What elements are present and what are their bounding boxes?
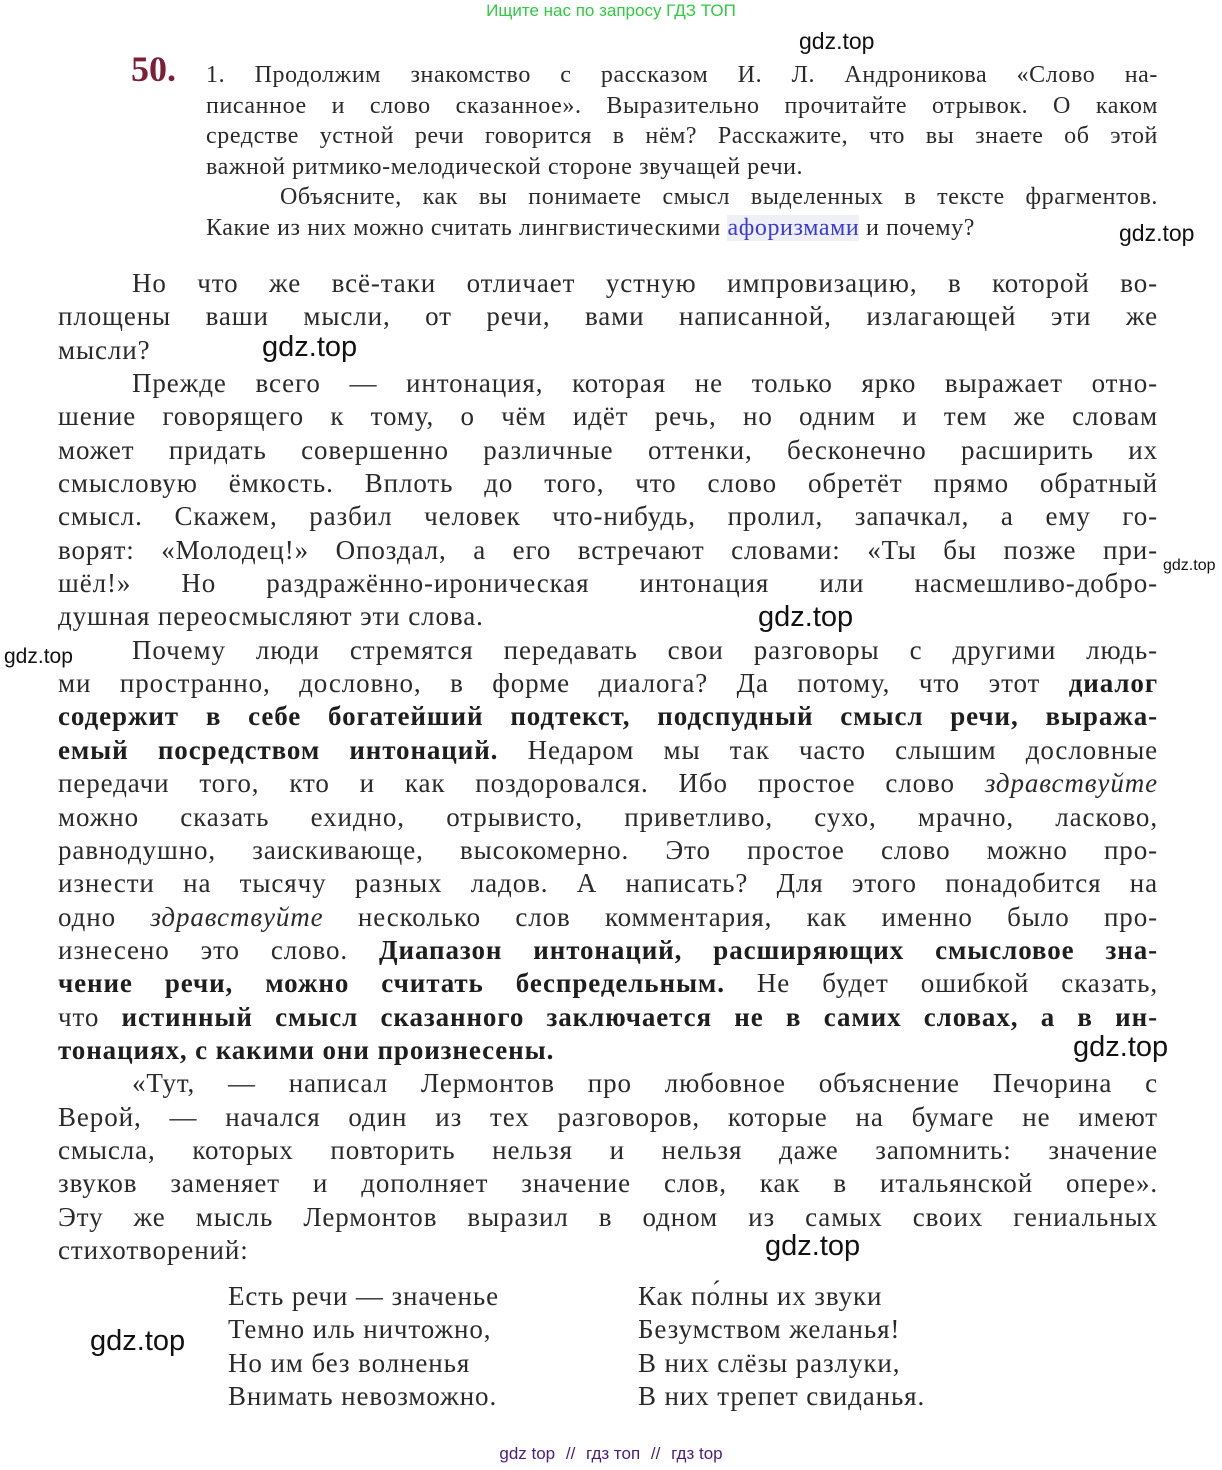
- exercise-text: [58, 267, 1158, 1267]
- text-segment: стихотворений:: [58, 1234, 249, 1265]
- text-line: [58, 334, 1158, 367]
- text-line: [58, 1101, 1158, 1134]
- text-segment: ми пространно, дословно, в форме диалога? Да потому, что этот: [58, 668, 1069, 699]
- text-segment: что: [58, 1001, 122, 1032]
- footer-links: [0, 1444, 1222, 1464]
- text-segment: передачи того, кто и как поздоровался. Ибо простое слово: [58, 768, 985, 799]
- text-line: [206, 182, 1158, 213]
- text-line: [58, 467, 1158, 500]
- text-line: [58, 400, 1158, 433]
- text-line: [58, 1034, 1158, 1067]
- poem-line: Но им без волненья: [228, 1347, 471, 1378]
- text-line: [58, 801, 1158, 834]
- poem-line: В них трепет свиданья.: [638, 1380, 926, 1411]
- text-segment: писанное и слово сказанное». Выразительно прочитайте отрывок. О каком: [206, 92, 1158, 119]
- text-segment: смысловую ёмкость. Вплоть до того, что слово обретёт прямо обратный: [58, 468, 1158, 499]
- poem-line: Темно иль ничтожно,: [228, 1314, 492, 1345]
- text-segment: Недаром мы так часто слышим дословные: [498, 734, 1159, 765]
- text-line: [58, 267, 1158, 300]
- text-line: [58, 767, 1158, 800]
- text-line: [58, 434, 1158, 467]
- text-line: [58, 967, 1158, 1000]
- text-segment: и почему?: [859, 214, 975, 241]
- text-line: [58, 1234, 1158, 1267]
- text-segment: Но что же всё-таки отличает устную импровизацию, в которой во-: [132, 268, 1158, 298]
- text-segment: одно: [58, 901, 151, 932]
- poem-stanza-right: [638, 1280, 1018, 1413]
- text-segment: Эту же мысль Лермонтов выразил в одном из самых своих гениальных: [58, 1201, 1158, 1232]
- text-segment: шение говорящего к тому, о чём идёт речь, но одним и тем же словам: [58, 401, 1158, 432]
- text-line: [206, 152, 1158, 183]
- text-line: [206, 60, 1158, 91]
- footer-separator: //: [650, 1444, 661, 1463]
- text-line: [58, 1134, 1158, 1167]
- text-line: [58, 567, 1158, 600]
- text-line: [58, 867, 1158, 900]
- watermark: gdz.top: [765, 1230, 861, 1262]
- text-segment: смысла, которых повторить нельзя и нельзя даже запомнить: значение: [58, 1134, 1158, 1165]
- text-line: [58, 934, 1158, 967]
- watermark: gdz.top: [262, 331, 358, 363]
- text-line: [58, 667, 1158, 700]
- text-segment: Верой, — начался один из тех разговоров, которые на бумаге не имеют: [58, 1101, 1158, 1132]
- text-line: [58, 700, 1158, 733]
- poem-line: Внимать невозможно.: [228, 1380, 498, 1411]
- text-line: [58, 1167, 1158, 1200]
- exercise-number: 50.: [131, 49, 176, 89]
- search-banner: Ищите нас по запросу ГДЗ ТОП: [486, 1, 736, 20]
- bold-fragment: емый посредством интонаций.: [58, 734, 499, 765]
- watermark: gdz.top: [799, 28, 875, 54]
- highlighted-term[interactable]: афоризмами: [727, 214, 860, 241]
- text-segment: Прежде всего — интонация, которая не только ярко выражает отно-: [132, 368, 1158, 399]
- footer-link[interactable]: гдз топ: [586, 1444, 641, 1463]
- footer-separator: //: [565, 1444, 576, 1463]
- text-segment: Не будет ошибкой сказать,: [724, 968, 1158, 999]
- watermark: gdz.top: [90, 1325, 186, 1357]
- poem-stanza-left: [228, 1280, 588, 1413]
- text-segment: можно сказать ехидно, отрывисто, приветливо, сухо, мрачно, ласково,: [58, 801, 1158, 832]
- text-segment: смысл. Скажем, разбил человек что-нибудь, пролил, запачкал, а ему го-: [58, 501, 1158, 532]
- text-segment: мысли?: [58, 334, 151, 365]
- bold-fragment: содержит в себе богатейший подтекст, подспудный смысл речи, выража-: [58, 701, 1158, 732]
- bold-fragment: диалог: [1068, 668, 1158, 699]
- text-segment: Какие из них можно считать лингвистическими: [206, 214, 728, 241]
- text-line: [58, 534, 1158, 567]
- text-line: [58, 1067, 1158, 1100]
- bold-fragment: чение речи, можно считать беспредельным.: [58, 968, 725, 999]
- poem-line: Безумством желанья!: [638, 1314, 901, 1345]
- text-line: [58, 901, 1158, 934]
- footer-link[interactable]: гдз top: [671, 1444, 723, 1463]
- italic-word: здравствуйте: [150, 901, 324, 932]
- text-segment: важной ритмико-мелодической стороне звучащей речи.: [206, 153, 804, 180]
- text-segment: может придать совершенно различные оттенки, бесконечно расширить их: [58, 434, 1158, 465]
- poem-line: Есть речи — значенье: [228, 1281, 500, 1311]
- text-segment: равнодушно, заискивающе, высокомерно. Это простое слово можно про-: [58, 834, 1158, 865]
- poem-line: В них слёзы разлуки,: [638, 1347, 901, 1378]
- text-line: [206, 121, 1158, 152]
- text-segment: 1. Продолжим знакомство с рассказом И. Л. Андроникова «Слово на-: [206, 62, 1158, 88]
- text-line: [58, 634, 1158, 667]
- text-segment: звуков заменяет и дополняет значение слов, как в итальянской опере».: [58, 1168, 1158, 1199]
- bold-fragment: тонациях, с какими они произнесены.: [58, 1034, 555, 1065]
- text-line: [58, 834, 1158, 867]
- text-segment: душная переосмысляют эти слова.: [58, 601, 484, 632]
- text-segment: Объясните, как вы понимаете смысл выделенных в тексте фрагментов.: [280, 184, 1158, 210]
- text-line: [58, 1201, 1158, 1234]
- footer-link[interactable]: gdz top: [499, 1444, 556, 1463]
- text-segment: Почему люди стремятся передавать свои разговоры с другими людь-: [132, 634, 1158, 665]
- watermark: gdz.top: [4, 645, 73, 668]
- text-segment: изнесено это слово.: [58, 934, 380, 965]
- text-line: [206, 213, 1158, 244]
- watermark: gdz.top: [758, 601, 854, 633]
- text-line: [206, 91, 1158, 122]
- text-line: [58, 367, 1158, 400]
- text-line: [58, 300, 1158, 333]
- bold-fragment: Диапазон интонаций, расширяющих смысловое зна-: [379, 934, 1158, 965]
- text-line: [58, 734, 1158, 767]
- text-segment: шёл!» Но раздражённо-ироническая интонация или насмешливо-добро-: [58, 568, 1158, 599]
- text-line: [58, 1001, 1158, 1034]
- watermark: gdz.top: [1163, 557, 1216, 574]
- text-line: [58, 500, 1158, 533]
- bold-fragment: истинный смысл сказанного заключается не в самих словах, а в ин-: [121, 1001, 1158, 1032]
- italic-word: здравствуйте: [984, 768, 1158, 799]
- text-segment: «Тут, — написал Лермонтов про любовное объяснение Печорина с: [132, 1068, 1158, 1099]
- exercise-task: [206, 60, 1158, 243]
- text-segment: площены ваши мысли, от речи, вами написанной, излагающей эти же: [58, 301, 1158, 332]
- poem-line: Как по́лны их звуки: [638, 1281, 883, 1311]
- text-segment: несколько слов комментария, как именно было про-: [323, 901, 1158, 932]
- text-segment: ворят: «Молодец!» Опоздал, а его встречают словами: «Ты бы позже при-: [58, 534, 1158, 565]
- watermark: gdz.top: [1073, 1031, 1169, 1063]
- text-segment: средстве устной речи говорится в нём? Расскажите, что вы знаете об этой: [206, 123, 1158, 149]
- text-line: [58, 600, 1158, 633]
- watermark: gdz.top: [1119, 220, 1195, 246]
- text-segment: изнести на тысячу разных ладов. А написать? Для этого понадобится на: [58, 868, 1158, 899]
